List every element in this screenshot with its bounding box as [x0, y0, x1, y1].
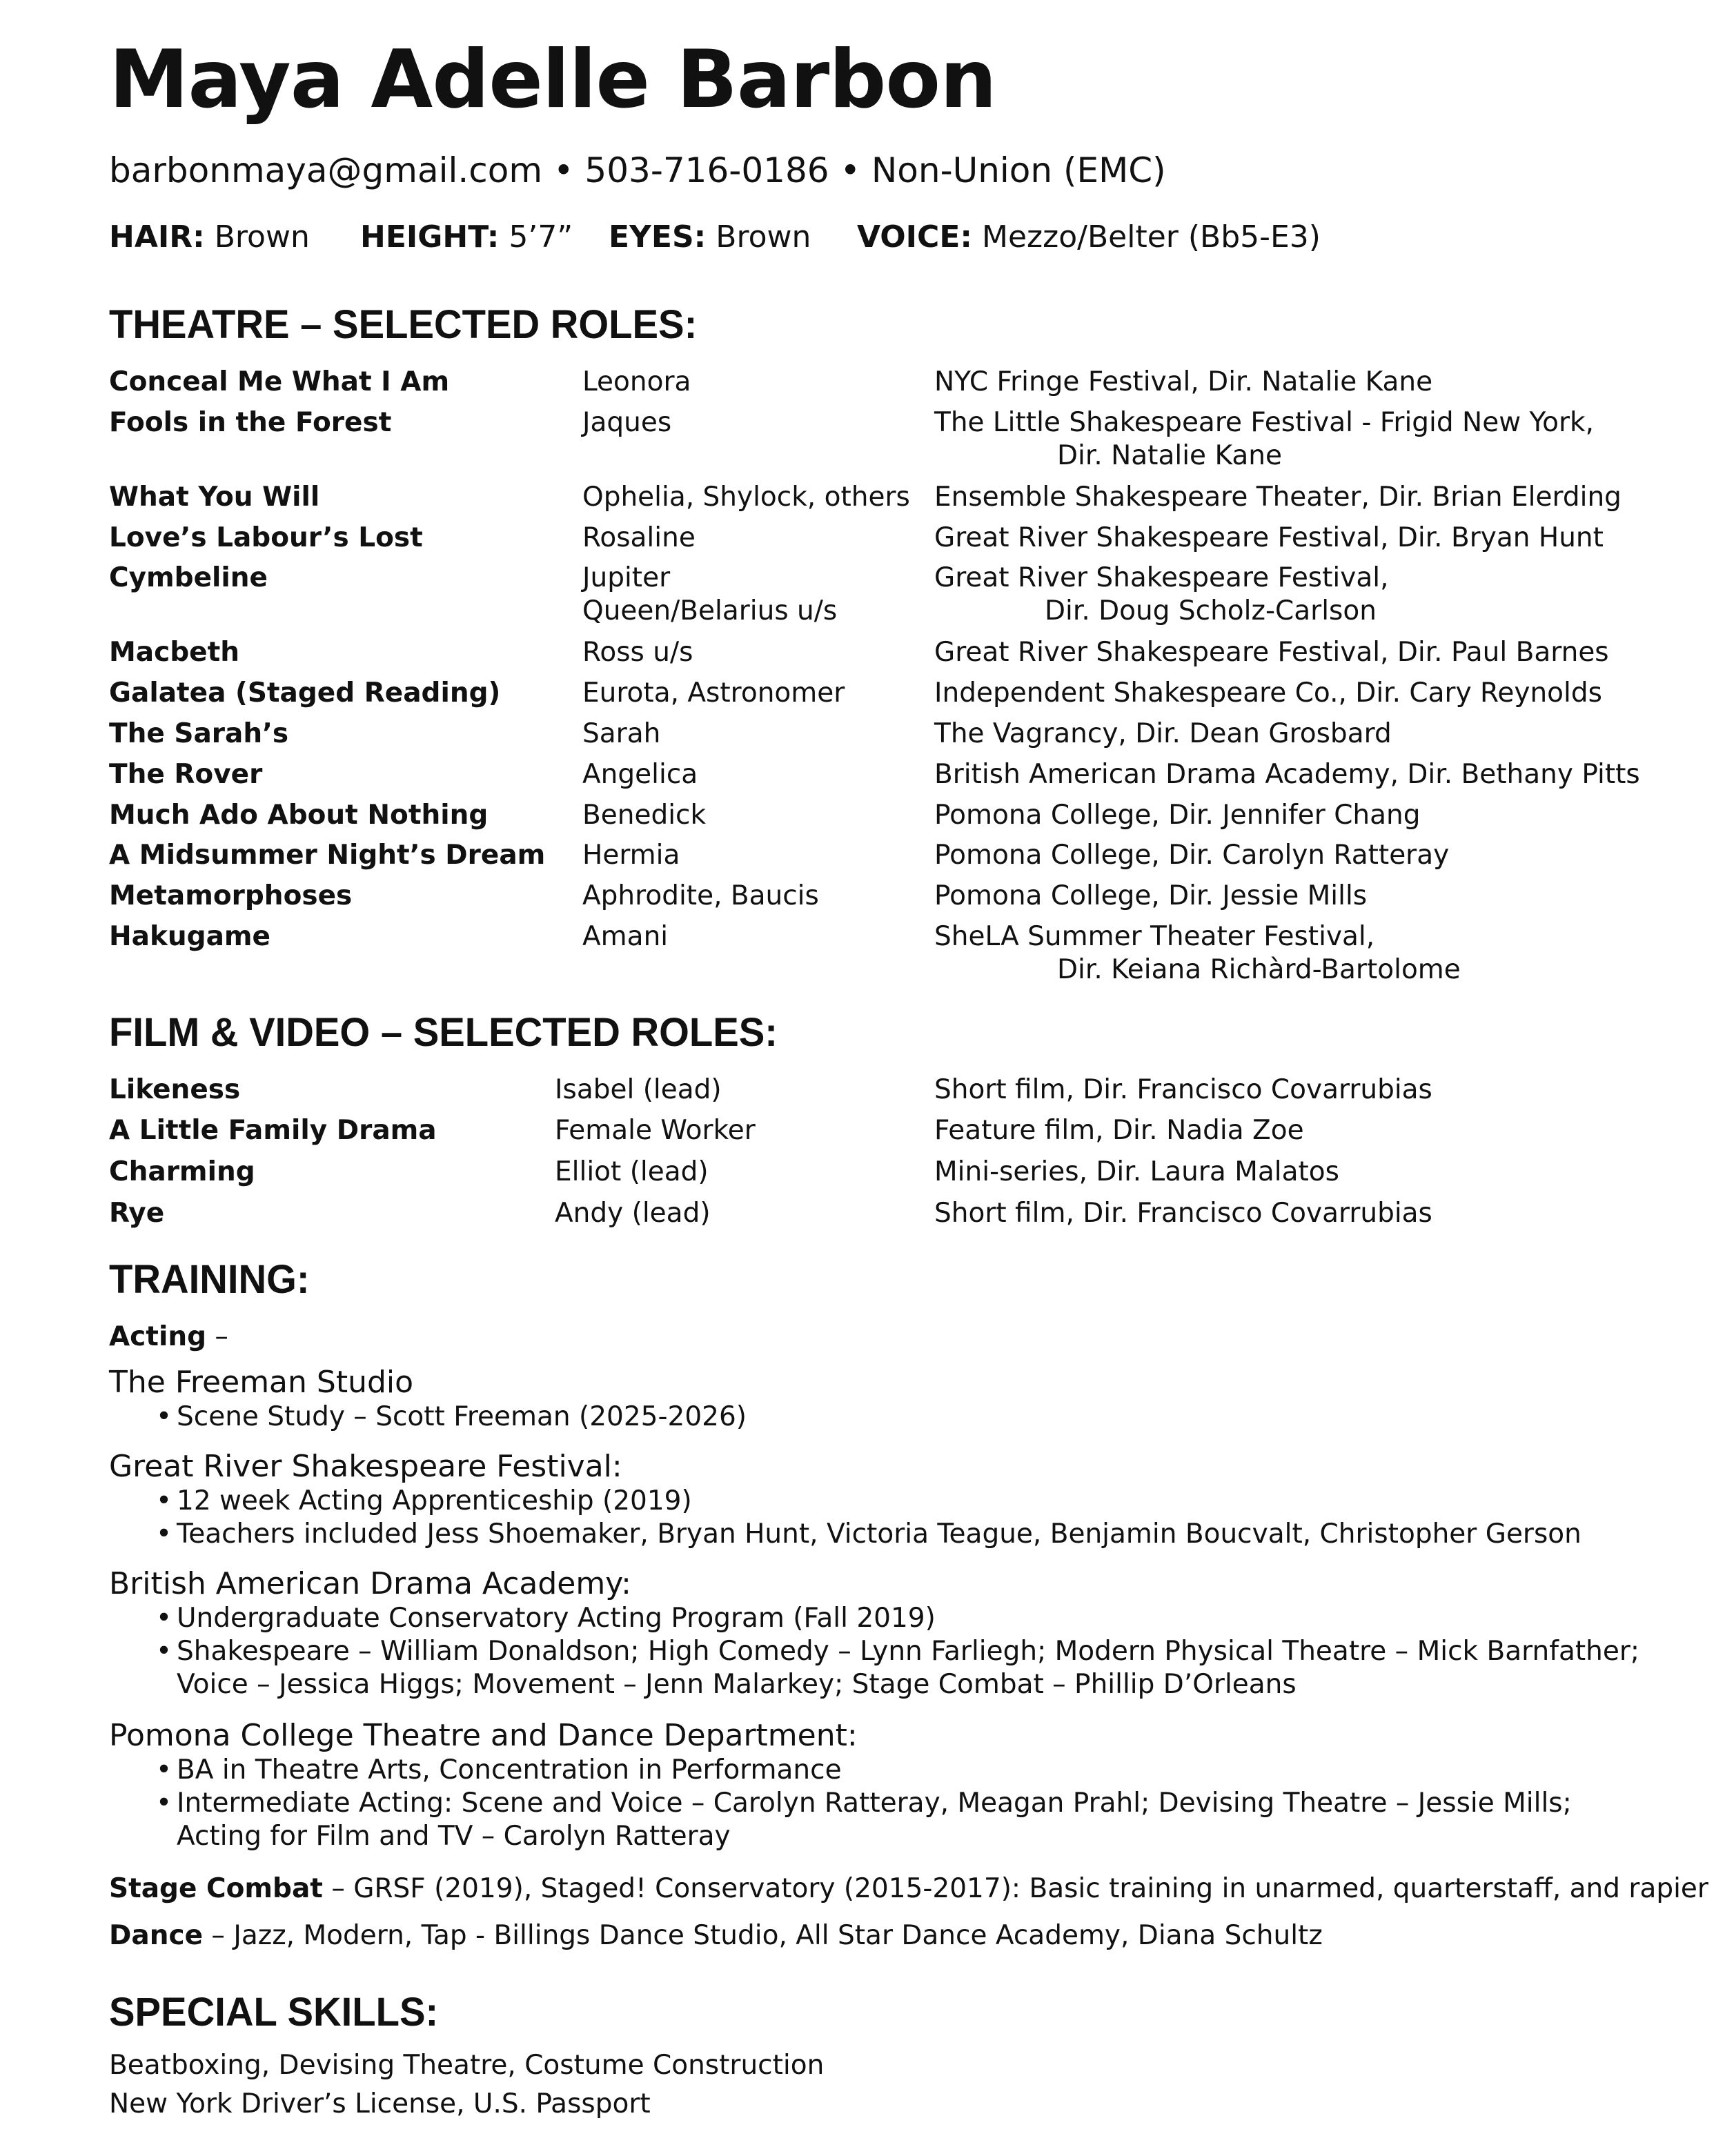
actor-name: Maya Adelle Barbon: [109, 33, 996, 126]
acting-label: Acting –: [109, 1321, 228, 1352]
school-name: British American Drama Academy:: [109, 1566, 631, 1601]
skills-heading: SPECIAL SKILLS:: [109, 1990, 439, 2035]
list-item: • Shakespeare – William Donaldson; High Comedy – Lynn Farliegh; Modern Physical Theatre – Mick Barnfather; Voice – Jessica Higgs; Movement – Jenn Malarkey; Stage Combat – Phillip D’Orleans: [156, 1636, 1640, 1700]
training-heading: TRAINING:: [109, 1257, 310, 1302]
stat-voice: VOICE: Mezzo/Belter (Bb5-E3): [857, 219, 1321, 255]
stat-height: HEIGHT: 5’7”: [360, 219, 573, 255]
email[interactable]: barbonmaya@gmail.com: [109, 150, 543, 190]
school-name: Great River Shakespeare Festival:: [109, 1449, 622, 1484]
film-heading: FILM & VIDEO – SELECTED ROLES:: [109, 1010, 778, 1055]
list-item: • BA in Theatre Arts, Concentration in Performance: [156, 1754, 842, 1786]
union-status: Non-Union (EMC): [871, 150, 1166, 190]
list-item: • Scene Study – Scott Freeman (2025-2026): [156, 1401, 747, 1432]
skill-line: New York Driver’s License, U.S. Passport: [109, 2088, 651, 2119]
stat-eyes: EYES: Brown: [609, 219, 811, 255]
contact-line: barbonmaya@gmail.com • 503-716-0186 • Non-Union (EMC): [109, 150, 1166, 190]
list-item: • Undergraduate Conservatory Acting Program (Fall 2019): [156, 1603, 936, 1634]
list-item: • Intermediate Acting: Scene and Voice – Carolyn Ratteray, Meagan Prahl; Devising Theatre – Jessie Mills; Acting for Film and TV – Carolyn Ratteray: [156, 1788, 1572, 1852]
list-item: • 12 week Acting Apprenticeship (2019): [156, 1485, 692, 1516]
dance-line: Dance – Jazz, Modern, Tap - Billings Dance Studio, All Star Dance Academy, Diana Schultz: [109, 1920, 1323, 1951]
phone: 503-716-0186: [584, 150, 829, 190]
school-name: Pomona College Theatre and Dance Department:: [109, 1718, 858, 1753]
list-item: • Teachers included Jess Shoemaker, Bryan Hunt, Victoria Teague, Benjamin Boucvalt, Christopher Gerson: [156, 1519, 1581, 1550]
stage-combat-line: Stage Combat – GRSF (2019), Staged! Conservatory (2015-2017): Basic training in unarmed, quarterstaff, and rapier: [109, 1873, 1708, 1904]
school-name: The Freeman Studio: [109, 1365, 414, 1400]
stat-hair: HAIR: Brown: [109, 219, 310, 255]
theatre-heading: THEATRE – SELECTED ROLES:: [109, 302, 698, 347]
skill-line: Beatboxing, Devising Theatre, Costume Construction: [109, 2050, 825, 2081]
